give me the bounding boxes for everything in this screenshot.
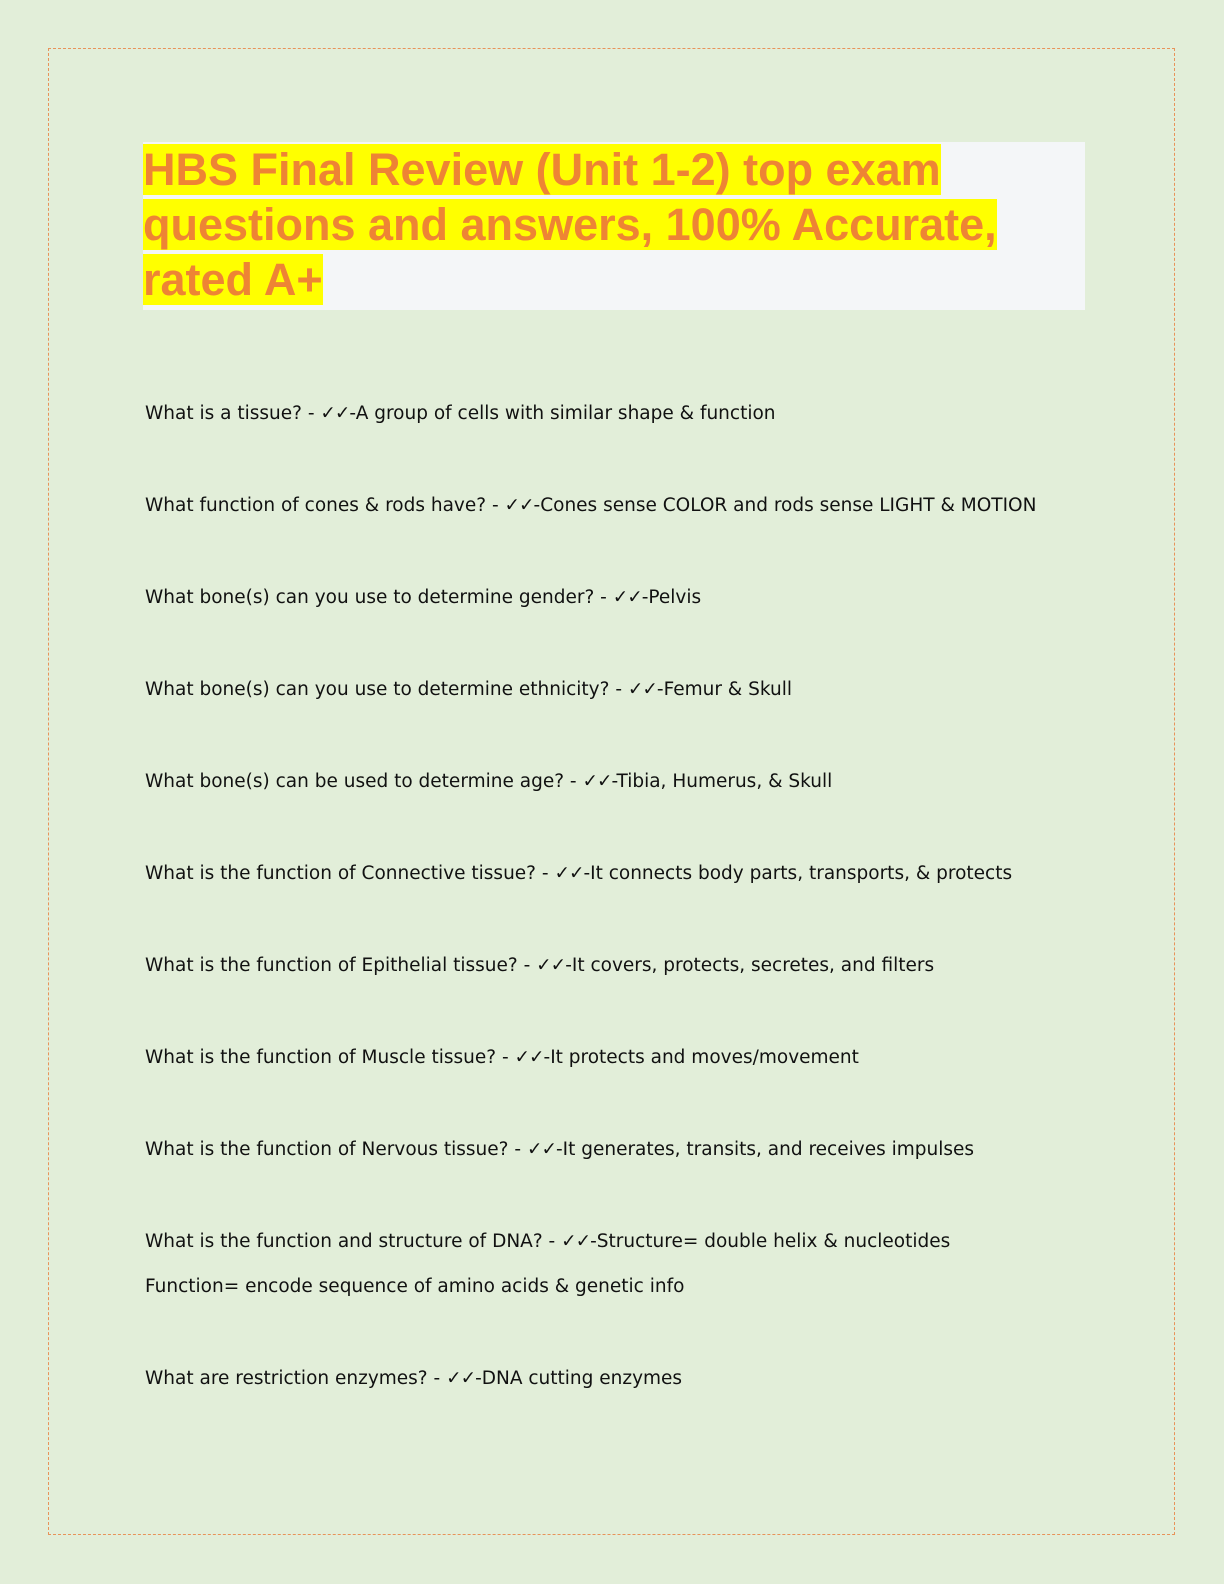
check-icon: ✓✓ <box>582 771 612 792</box>
qa-line <box>145 674 1105 706</box>
question-text: What is the function of Epithelial tissue? <box>145 955 518 976</box>
separator: - <box>542 1231 562 1252</box>
qa-line <box>145 1363 1105 1395</box>
separator: - <box>301 403 321 424</box>
qa-line <box>145 582 1105 614</box>
check-icon: ✓✓ <box>561 1231 591 1252</box>
separator: - <box>564 771 583 792</box>
separator: - <box>609 679 628 700</box>
check-icon: ✓✓ <box>536 955 566 976</box>
document-title <box>143 142 1063 307</box>
qa-item <box>145 950 1105 982</box>
question-text: What is the function of Muscle tissue? <box>145 1047 497 1068</box>
answer-text: -It generates, transits, and receives impulses <box>555 1139 975 1160</box>
qa-line <box>145 490 1105 522</box>
separator: - <box>594 587 613 608</box>
qa-item <box>145 674 1105 706</box>
qa-line <box>145 858 1105 890</box>
qa-line <box>145 766 1105 798</box>
qa-item <box>145 858 1105 890</box>
answer-text: -A group of cells with similar shape & function <box>349 403 776 424</box>
answer-text: -Cones sense COLOR and rods sense LIGHT & MOTION <box>533 495 1037 516</box>
qa-line <box>145 1042 1105 1074</box>
question-text: What bone(s) can be used to determine age? <box>145 771 565 792</box>
question-text: What is the function of Nervous tissue? <box>145 1139 509 1160</box>
check-icon: ✓✓ <box>504 495 534 516</box>
qa-item <box>145 398 1105 430</box>
check-icon: ✓✓ <box>612 587 642 608</box>
answer-text: -Tibia, Humerus, & Skull <box>611 771 833 792</box>
answer-text: -Femur & Skull <box>656 679 793 700</box>
qa-item <box>145 1363 1105 1395</box>
check-icon: ✓✓ <box>514 1047 544 1068</box>
answer-text: -It protects and moves/movement <box>543 1047 859 1068</box>
title-highlight: HBS Final Review (Unit 1-2) top exam questions and answers, 100% Accurate, rated A+ <box>143 144 997 305</box>
question-text: What function of cones & rods have? <box>145 495 487 516</box>
qa-item <box>145 490 1105 522</box>
answer-continuation: Function= encode sequence of amino acids & genetic info <box>145 1276 685 1297</box>
separator: - <box>517 955 537 976</box>
check-icon: ✓✓ <box>554 863 584 884</box>
separator: - <box>427 1368 447 1389</box>
check-icon: ✓✓ <box>526 1139 556 1160</box>
separator: - <box>496 1047 515 1068</box>
question-text: What bone(s) can you use to determine ethnicity? <box>145 679 610 700</box>
qa-item <box>145 582 1105 614</box>
answer-text: -Pelvis <box>641 587 702 608</box>
check-icon: ✓✓ <box>627 679 657 700</box>
answer-text: -Structure= double helix & nucleotides <box>590 1231 951 1252</box>
answer-text: -It connects body parts, transports, & protects <box>583 863 1013 884</box>
answer-text: -DNA cutting enzymes <box>475 1368 683 1389</box>
qa-line <box>145 950 1105 982</box>
title-block <box>143 142 1085 310</box>
separator: - <box>536 863 555 884</box>
qa-item <box>145 1134 1105 1166</box>
separator: - <box>486 495 505 516</box>
question-text: What are restriction enzymes? <box>145 1368 428 1389</box>
question-text: What is the function and structure of DNA? <box>145 1231 543 1252</box>
qa-item <box>145 1226 1105 1303</box>
separator: - <box>508 1139 527 1160</box>
question-text: What is a tissue? <box>145 403 302 424</box>
question-text: What is the function of Connective tissue? <box>145 863 536 884</box>
qa-item <box>145 1042 1105 1074</box>
qa-line <box>145 1134 1105 1166</box>
check-icon: ✓✓ <box>320 403 350 424</box>
answer-text: -It covers, protects, secretes, and filters <box>565 955 935 976</box>
check-icon: ✓✓ <box>446 1368 476 1389</box>
qa-line <box>145 398 1105 430</box>
question-text: What bone(s) can you use to determine gender? <box>145 587 595 608</box>
qa-item <box>145 766 1105 798</box>
qa-line <box>145 1226 1105 1258</box>
